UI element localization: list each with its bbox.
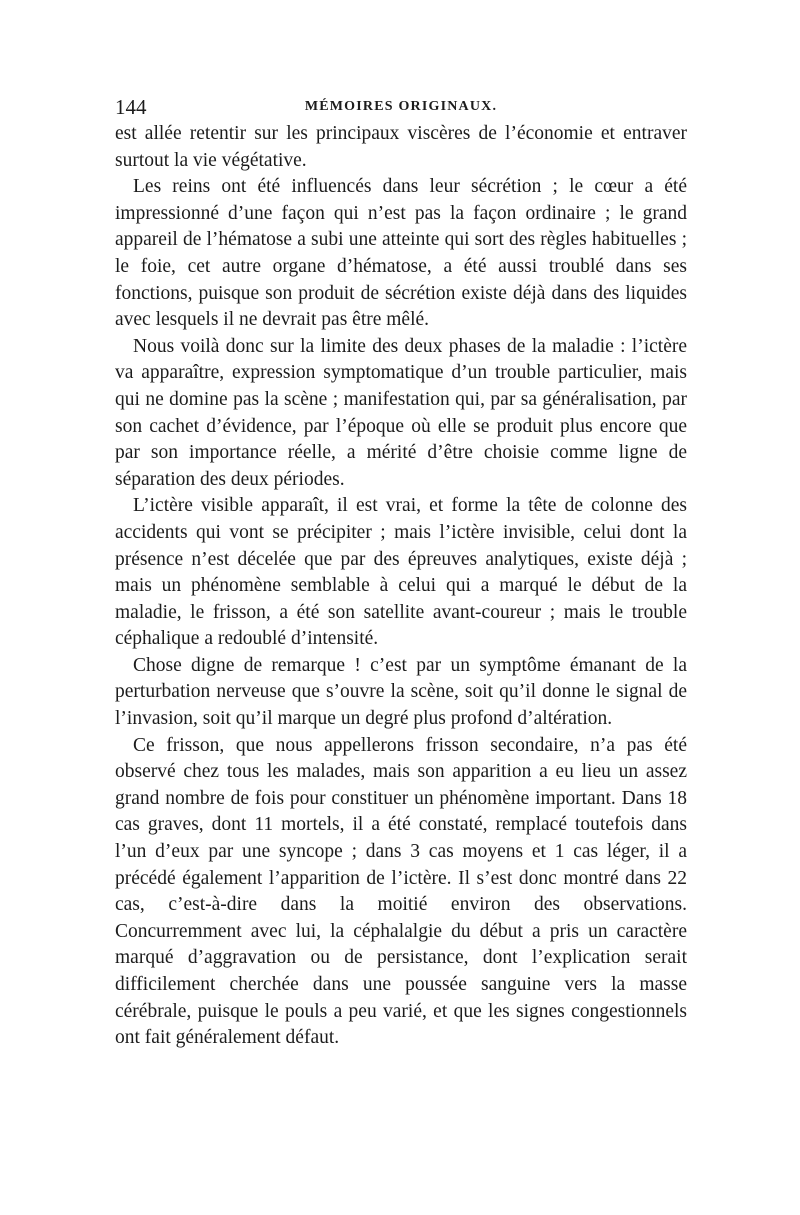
paragraph: Chose digne de remarque ! c’est par un symptôme émanant de la perturbation nerveuse que s’ouvre la scène, soit qu’il donne le signal de l’invasion, soit qu’il marque un degré plus profond d’altération. [115, 654, 687, 730]
page-number: 144 [115, 95, 147, 119]
paragraph-continuation: est allée retentir sur les principaux viscères de l’économie et entraver surtout la vie végétative. [115, 123, 687, 171]
paragraph: Les reins ont été influencés dans leur sécrétion ; le cœur a été impressionné d’une façon qui n’est pas la façon ordinaire ; le grand appareil de l’hématose a subi une atteinte qui sort des règles habituelles ; le foie, cet autre organe d’hématose, a été aussi troublé dans ses fonctions, puisque son produit de sécrétion existe déjà dans des liquides avec lesquels il ne devrait pas être mêlé. [115, 176, 687, 331]
paragraph: L’ictère visible apparaît, il est vrai, et forme la tête de colonne des accidents qui vont se précipiter ; mais l’ictère invisible, celui dont la présence n’est décelée que par des épreuves analytiques, existe déjà ; mais un phénomène semblable à celui qui a marqué le début de la maladie, le frisson, a été son satellite avant-coureur ; mais le trouble céphalique a redoublé d’intensité. [115, 495, 687, 650]
body-text [115, 121, 687, 1052]
page-header [115, 95, 687, 119]
paragraph: Nous voilà donc sur la limite des deux phases de la maladie : l’ictère va apparaître, expression symptomatique d’un trouble particulier, mais qui ne domine pas la scène ; manifestation qui, par sa généralisation, par son cachet d’évidence, par l’époque où elle se produit plus encore que par son importance réelle, a mérité d’être choisie comme ligne de séparation des deux périodes. [115, 335, 687, 490]
running-head: MÉMOIRES ORIGINAUX. [304, 99, 498, 114]
book-page [115, 95, 687, 1052]
paragraph: Ce frisson, que nous appellerons frisson secondaire, n’a pas été observé chez tous les malades, mais son apparition a eu lieu un assez grand nombre de fois pour constituer un phénomène important. Dans 18 cas graves, dont 11 mortels, il a été constaté, remplacé toutefois dans l’un d’eux par une syncope ; dans 3 cas moyens et 1 cas léger, il a précédé également l’apparition de l’ictère. Il s’est donc montré dans 22 cas, c’est-à-dire dans la moitié environ des observations. Concurremment avec lui, la céphalalgie du début a pris un caractère marqué d’aggravation ou de persistance, dont l’explication serait difficilement cherchée dans une poussée sanguine vers la masse cérébrale, puisque le pouls a peu varié, et que les signes congestionnels ont fait généralement défaut. [115, 734, 687, 1049]
